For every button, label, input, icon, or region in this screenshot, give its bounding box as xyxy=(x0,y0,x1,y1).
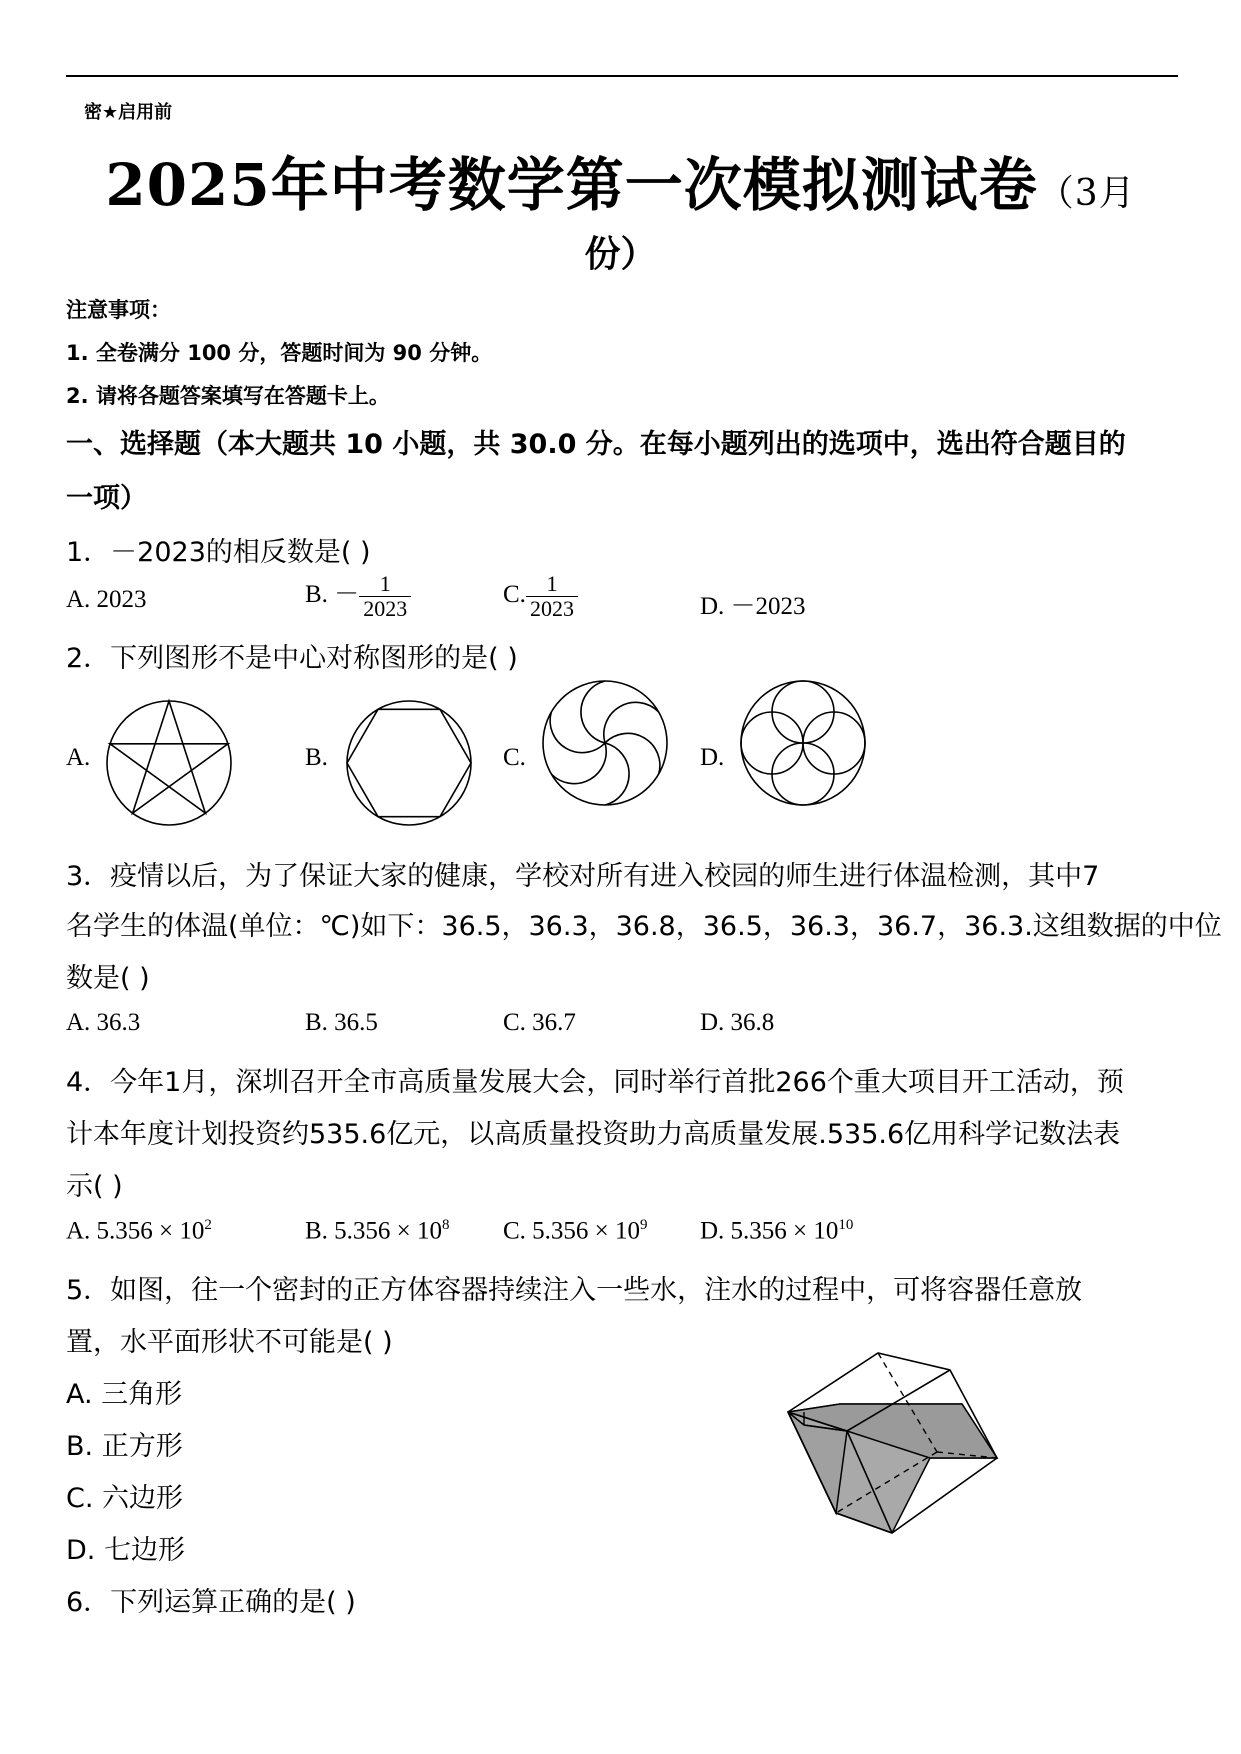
exam-title xyxy=(0,138,1241,222)
q3-option-c: C. 36.7 xyxy=(503,1009,576,1036)
q5-option-d: D. 七边形 xyxy=(66,1535,185,1566)
q2-option-d-label: D. xyxy=(700,744,725,771)
q1-option-c-prefix: C. xyxy=(503,581,526,609)
notice-heading: 注意事项： xyxy=(66,298,171,322)
q2-figure-b-hexagon xyxy=(344,698,474,828)
q4-option-a-exponent: 2 xyxy=(204,1217,212,1233)
q5-figure-cube xyxy=(780,1348,1010,1550)
q2-option-a-label: A. xyxy=(66,744,91,771)
q5-stem-line1: 5．如图，往一个密封的正方体容器持续注入一些水，注水的过程中，可将容器任意放 xyxy=(66,1275,1083,1306)
q3-option-d: D. 36.8 xyxy=(700,1009,775,1036)
q4-option-b-base: B. 5.356 × 10 xyxy=(305,1217,443,1245)
q1-option-b-numerator: 1 xyxy=(359,572,411,597)
q6-stem: 6．下列运算正确的是( ) xyxy=(66,1587,356,1618)
q5-option-a: A. 三角形 xyxy=(66,1379,183,1410)
q4-option-b xyxy=(305,1217,450,1245)
q1-option-a: A. 2023 xyxy=(66,586,147,613)
q2-stem: 2．下列图形不是中心对称图形的是( ) xyxy=(66,643,518,674)
exam-title-continued: 份） xyxy=(584,233,657,275)
section-heading-line1: 一、选择题（本大题共 10 小题，共 30.0 分。在每小题列出的选项中，选出符合题目的 xyxy=(66,429,1126,460)
q4-stem-line3: 示( ) xyxy=(66,1171,123,1202)
q1-option-b-fraction xyxy=(359,572,411,621)
q4-option-d xyxy=(700,1217,853,1245)
top-rule xyxy=(66,75,1178,77)
q4-option-c-exponent: 9 xyxy=(640,1217,648,1233)
q1-option-c-numerator: 1 xyxy=(526,572,578,597)
q2-figure-a-pentagram xyxy=(104,698,234,828)
q3-stem-line2: 名学生的体温(单位：℃)如下：36.5，36.3，36.8，36.5，36.3，36.7，36.3.这组数据的中位 xyxy=(66,911,1222,942)
q2-figure-d-petals xyxy=(738,678,868,808)
q4-option-a-base: A. 5.356 × 10 xyxy=(66,1217,205,1245)
q4-option-c xyxy=(503,1217,648,1245)
secret-label: 密★启用前 xyxy=(84,102,173,123)
q1-option-b-prefix: B. － xyxy=(305,581,360,609)
q2-option-c-label: C. xyxy=(503,744,526,771)
q1-stem: 1．－2023的相反数是( ) xyxy=(66,537,371,568)
notice-item-1: 1. 全卷满分 100 分，答题时间为 90 分钟。 xyxy=(66,341,493,365)
q5-option-b: B. 正方形 xyxy=(66,1431,183,1462)
q5-stem-line2: 置，水平面形状不可能是( ) xyxy=(66,1327,393,1358)
notice-item-2: 2. 请将各题答案填写在答题卡上。 xyxy=(66,384,390,408)
q4-option-b-exponent: 8 xyxy=(442,1217,450,1233)
q2-option-b-label: B. xyxy=(305,744,328,771)
q4-option-d-exponent: 10 xyxy=(838,1217,854,1233)
q3-option-a: A. 36.3 xyxy=(66,1009,141,1036)
q4-option-a xyxy=(66,1217,212,1245)
q4-option-d-base: D. 5.356 × 10 xyxy=(700,1217,839,1245)
q5-option-c: C. 六边形 xyxy=(66,1483,184,1514)
q1-option-c-denominator: 2023 xyxy=(529,596,574,621)
q1-option-c-fraction xyxy=(526,572,578,621)
section-heading-line2: 一项） xyxy=(66,483,147,514)
q4-stem-line1: 4．今年1月，深圳召开全市高质量发展大会，同时举行首批266个重大项目开工活动，预 xyxy=(66,1067,1124,1098)
exam-title-paren: （3月 xyxy=(1037,173,1136,214)
exam-title-main: 2025年中考数学第一次模拟测试卷 xyxy=(105,151,1038,219)
q1-option-d: D. －2023 xyxy=(700,593,806,620)
q3-stem-line1: 3．疫情以后，为了保证大家的健康，学校对所有进入校园的师生进行体温检测，其中7 xyxy=(66,861,1100,892)
q1-option-c xyxy=(503,572,578,621)
q3-option-b: B. 36.5 xyxy=(305,1009,378,1036)
q4-option-c-base: C. 5.356 × 10 xyxy=(503,1217,641,1245)
q2-figure-c-arcs xyxy=(540,678,670,808)
q4-stem-line2: 计本年度计划投资约535.6亿元，以高质量投资助力高质量发展.535.6亿用科学记数法表 xyxy=(66,1119,1121,1150)
q3-stem-line3: 数是( ) xyxy=(66,963,150,994)
q1-option-b-denominator: 2023 xyxy=(363,596,408,621)
q1-option-b xyxy=(305,572,411,621)
